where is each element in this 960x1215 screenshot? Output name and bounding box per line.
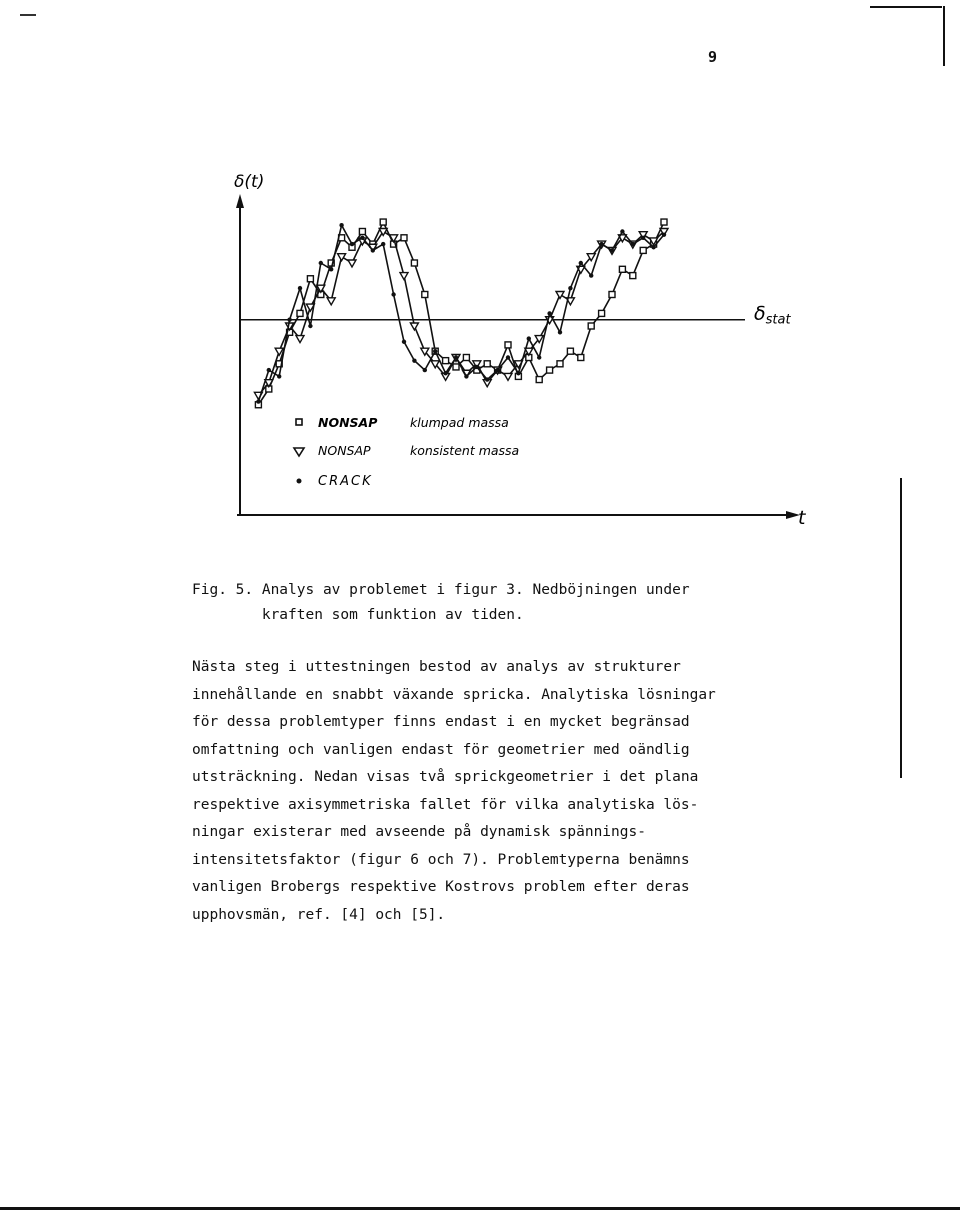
series-1 bbox=[255, 219, 667, 408]
legend-triangle-marker-icon bbox=[294, 448, 304, 456]
series-1-point bbox=[411, 260, 417, 266]
series-1-point bbox=[359, 229, 365, 235]
legend-series-2-name: NONSAP bbox=[318, 443, 371, 458]
series-3-point bbox=[537, 355, 541, 359]
series-2 bbox=[254, 229, 668, 400]
body-paragraph bbox=[192, 654, 832, 929]
series-3-point bbox=[423, 368, 427, 372]
series-1-point bbox=[463, 355, 469, 361]
series-3-point bbox=[579, 261, 583, 265]
series-2-point bbox=[504, 373, 512, 380]
series-3-point bbox=[287, 318, 291, 322]
series-2-point bbox=[296, 336, 304, 343]
caption-line: kraften som funktion av tiden. bbox=[192, 607, 524, 623]
series-3-point bbox=[298, 286, 302, 290]
series-3-point bbox=[527, 336, 531, 340]
series-3-point bbox=[589, 273, 593, 277]
series-3-point bbox=[558, 330, 562, 334]
y-axis-arrow-icon bbox=[236, 194, 244, 208]
page-number: 9 bbox=[708, 48, 718, 66]
caption-line: Fig. 5. Analys av problemet i figur 3. Nedböjningen under bbox=[192, 582, 690, 598]
series-3-point bbox=[267, 368, 271, 372]
legend-series-2-desc: konsistent massa bbox=[410, 443, 520, 458]
legend-series-3-name: CRACK bbox=[318, 474, 373, 489]
series-1-point bbox=[599, 310, 605, 316]
static-label-main: δ bbox=[754, 302, 766, 325]
series-1-point bbox=[297, 310, 303, 316]
series-1-point bbox=[609, 292, 615, 298]
paragraph-line: för dessa problemtyper finns endast i en mycket begränsad bbox=[192, 714, 690, 730]
paragraph-line: utsträckning. Nedan visas två sprickgeometrier i det plana bbox=[192, 769, 699, 785]
x-axis-label: t bbox=[798, 507, 806, 529]
legend-series-1-name: NONSAP bbox=[318, 415, 378, 430]
series-3-point bbox=[371, 248, 375, 252]
series-3-point bbox=[319, 261, 323, 265]
series-2-point bbox=[327, 298, 335, 305]
series-1-point bbox=[619, 266, 625, 272]
series-3-point bbox=[381, 242, 385, 246]
series-3-point bbox=[506, 355, 510, 359]
series-1-point bbox=[453, 364, 459, 370]
series-3-point bbox=[443, 371, 447, 375]
paragraph-line: innehållande en snabbt växande spricka. Analytiska lösningar bbox=[192, 686, 716, 703]
chart-axes bbox=[236, 194, 800, 519]
series-1-point bbox=[661, 219, 667, 225]
series-1-point bbox=[505, 342, 511, 348]
series-3-point bbox=[454, 355, 458, 359]
series-layer bbox=[254, 219, 668, 408]
series-3-point bbox=[339, 223, 343, 227]
series-3-point bbox=[662, 232, 666, 236]
series-3-point bbox=[641, 236, 645, 240]
legend-dot-marker-icon bbox=[297, 479, 302, 484]
paragraph-line: vanligen Brobergs respektive Kostrovs problem efter deras bbox=[192, 879, 690, 895]
series-3-point bbox=[599, 242, 603, 246]
series-1-point bbox=[401, 235, 407, 241]
series-2-point bbox=[410, 323, 418, 330]
series-1-point bbox=[536, 377, 542, 383]
series-3-point bbox=[329, 267, 333, 271]
series-1-point bbox=[380, 219, 386, 225]
chart-legend bbox=[294, 415, 519, 489]
legend-square-marker-icon bbox=[296, 419, 302, 425]
series-3-point bbox=[402, 340, 406, 344]
series-3-point bbox=[610, 248, 614, 252]
series-3-point bbox=[651, 245, 655, 249]
series-3-point bbox=[464, 374, 468, 378]
series-1-point bbox=[578, 355, 584, 361]
series-1-point bbox=[640, 247, 646, 253]
series-2-point bbox=[556, 292, 564, 299]
series-1-point bbox=[484, 361, 490, 367]
series-1-point bbox=[422, 292, 428, 298]
paragraph-line: omfattning och vanligen endast för geometrier med oändlig bbox=[192, 741, 690, 758]
series-1-point bbox=[557, 361, 563, 367]
paragraph-line: intensitetsfaktor (figur 6 och 7). Problemtyperna benämns bbox=[192, 851, 690, 868]
series-3-point bbox=[485, 377, 489, 381]
legend-series-1-desc: klumpad massa bbox=[410, 415, 509, 430]
series-3-point bbox=[391, 292, 395, 296]
series-3-point bbox=[256, 399, 260, 403]
series-3-point bbox=[495, 368, 499, 372]
static-line-label bbox=[754, 303, 791, 328]
series-3-point bbox=[568, 286, 572, 290]
series-3-point bbox=[412, 358, 416, 362]
series-2-point bbox=[338, 254, 346, 261]
figure-caption bbox=[192, 578, 832, 628]
scan-border-line-bottom bbox=[0, 1207, 960, 1210]
series-2-point bbox=[400, 273, 408, 280]
series-1-point bbox=[307, 276, 313, 282]
series-1-point bbox=[443, 358, 449, 364]
series-3-point bbox=[308, 324, 312, 328]
static-label-subscript: stat bbox=[765, 312, 791, 328]
paragraph-line: upphovsmän, ref. [4] och [5]. bbox=[192, 906, 446, 923]
series-3-point bbox=[547, 311, 551, 315]
paragraph-line: Nästa steg i uttestningen bestod av analys av strukturer bbox=[192, 659, 681, 675]
series-3-point bbox=[475, 365, 479, 369]
paragraph-line: ningar existerar med avseende på dynamisk spännings- bbox=[192, 824, 646, 840]
y-axis-label: δ(t) bbox=[234, 172, 265, 192]
series-2-point bbox=[348, 260, 356, 267]
series-3-point bbox=[433, 349, 437, 353]
series-3-point bbox=[620, 229, 624, 233]
series-3-point bbox=[277, 374, 281, 378]
series-1-point bbox=[630, 273, 636, 279]
series-3-point bbox=[516, 371, 520, 375]
series-3-point bbox=[360, 236, 364, 240]
series-1-point bbox=[547, 367, 553, 373]
series-3-point bbox=[631, 242, 635, 246]
series-1-point bbox=[567, 348, 573, 354]
series-1-point bbox=[588, 323, 594, 329]
series-3-point bbox=[350, 242, 354, 246]
paragraph-line: respektive axisymmetriska fallet för vilka analytiska lös- bbox=[192, 796, 699, 813]
